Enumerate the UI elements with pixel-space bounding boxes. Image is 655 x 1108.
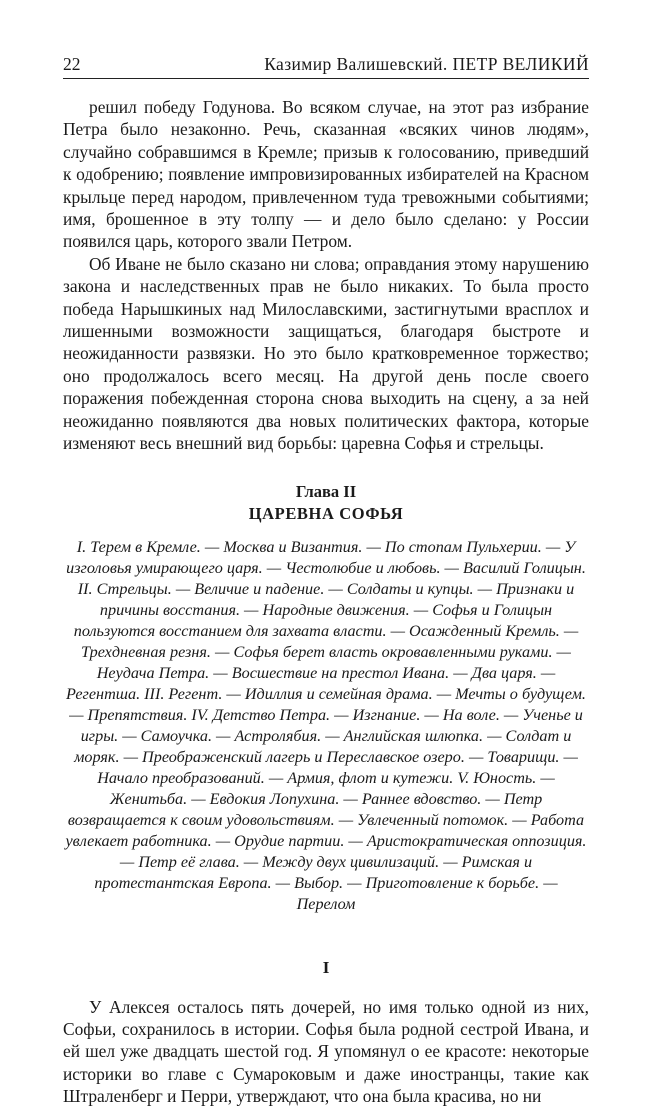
running-header [63, 52, 589, 79]
section-number: I [322, 957, 330, 977]
paragraph: решил победу Годунова. Во всяком случае, на этот раз избрание Петра было незаконно. Речь, сказанная «всяких чинов людям», случайно собравшимся в Кремле; призыв к голосованию, приведший к одобрению; появление импровизированных избирателей на Красном крыльце перед народом, привлеченном туда тревожными событиями; имя, брошенное в эту толпу — и дело было сделано: у России появился царь, которого звали Петром. [63, 97, 589, 252]
paragraph: У Алексея осталось пять дочерей, но имя только одной из них, Софьи, сохранилось в истории. Софья была родной сестрой Ивана, и ей шел уже двадцать шестой год. Я упомянул о ее красоте: некоторые историки во главе с Сумароковым и даже иностранцы, такие как Штраленберг и Перри, утверждают, что она была красива, но ни [63, 996, 589, 1107]
running-title: Казимир Валишевский. ПЕТР ВЕЛИКИЙ [264, 54, 589, 74]
chapter-end-text [63, 96, 589, 455]
paragraph: Об Иване не было сказано ни слова; оправдания этому нарушению закона и наследственных прав не было никаких. То была просто победа Нарышкиных над Милославскими, застигнутыми врасплох и лишенными возможности защищаться, благодаря быстроте и неожиданности развязки. Но это было кратковременное торжество; оно продолжалось всего месяц. На другой день после своего поражения побежденная сторона снова выходить на сцену, а за ней неожиданно появляются два новых политических фактора, которые изменяют весь внешний вид борьбы: царевна Софья и стрельцы. [63, 253, 589, 454]
section-text [63, 996, 589, 1108]
book-page [63, 52, 589, 1108]
chapter-synopsis: I. Терем в Кремле. — Москва и Византия. — По стопам Пульхерии. — У изголовья умирающего царя. — Честолюбие и любовь. — Василий Голицын. II. Стрельцы. — Величие и падение. — Солдаты и купцы. — Признаки и причины восстания. — Народные движения. — Софья и Голицын пользуются восстанием для захвата власти. — Осажденный Кремль. — Трехдневная резня. — Софья берет власть окровавленными руками. — Неудача Петра. — Восшествие на престол Ивана. — Два царя. — Регентша. III. Регент. — Идиллия и семейная драма. — Мечты о будущем. — Препятствия. IV. Детство Петра. — Изгнание. — На воле. — Ученье и игры. — Самоучка. — Астролябия. — Английская шлюпка. — Солдат и моряк. — Преображенский лагерь и Переславское озеро. — Товарищи. — Начало преобразований. — Армия, флот и кутежи. V. Юность. — Женитьба. — Евдокия Лопухина. — Раннее вдовство. — Петр возвращается к своим удовольствиям. — Увлеченный потомок. — Работа увлекает работника. — Орудие партии. — Аристократическая оппозиция. — Петр её глава. — Между двух цивилизаций. — Римская и протестантская Европа. — Выбор. — Приготовление к борьбе. — Перелом [65, 537, 587, 913]
chapter-label: Глава II [295, 481, 357, 501]
chapter-title: ЦАРЕВНА СОФЬЯ [248, 503, 404, 523]
page-number: 22 [63, 54, 81, 74]
chapter-heading [63, 481, 589, 525]
